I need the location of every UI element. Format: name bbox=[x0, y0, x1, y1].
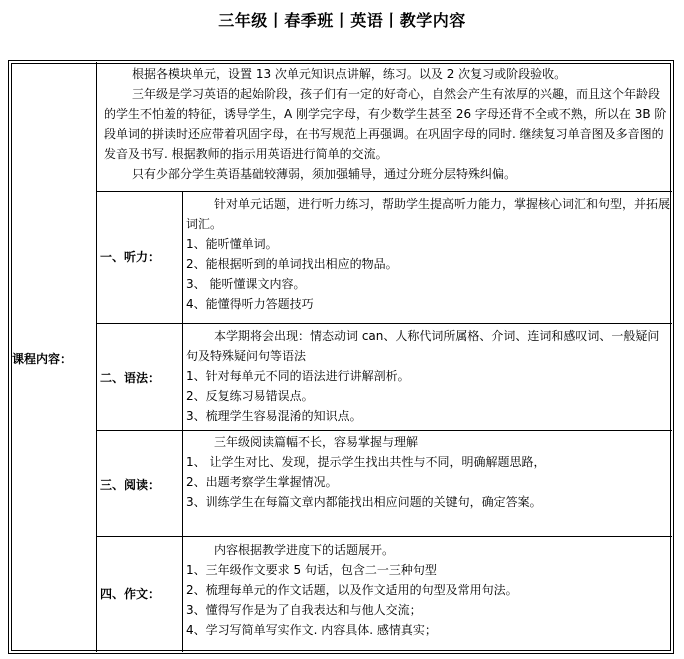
list-item: 3、训练学生在每篇文章内都能找出相应问题的关键句，确定答案。 bbox=[186, 495, 542, 509]
section-label-reading: 三、阅读： bbox=[100, 478, 161, 492]
intro-paragraph: 三年级是学习英语的起始阶段，孩子们有一定的好奇心，自然会产生有浓厚的兴趣，而且这个年龄段的学生不怕羞的特征，诱导学生，A 刚学完字母，有少数学生甚至 26 字母还背不全或不熟，所以在 3B 阶段单词的拼读时还应带着巩固字母，在书写规范上再强调。在巩固字母的同时. 继续复习单音图及多音图的发音及书写. 根据教师的指示用英语进行简单的交流。 bbox=[104, 87, 667, 161]
section-body-reading bbox=[186, 432, 670, 512]
section-label-writing: 四、作文： bbox=[100, 587, 161, 601]
list-item: 3、懂得写作是为了自我表达和与他人交流； bbox=[186, 603, 422, 617]
table-divider bbox=[96, 62, 97, 652]
course-content-label: 课程内容： bbox=[12, 352, 73, 366]
list-item: 2、出题考察学生掌握情况。 bbox=[186, 475, 338, 489]
list-item: 2、能根据听到的单词找出相应的物品。 bbox=[186, 257, 398, 271]
list-item: 1、针对每单元不同的语法进行讲解剖析。 bbox=[186, 369, 410, 383]
section-body-writing bbox=[186, 540, 670, 640]
list-item: 2、反复练习易错误点。 bbox=[186, 389, 314, 403]
section-lead: 三年级阅读篇幅不长，容易掌握与理解 bbox=[214, 435, 419, 449]
intro-paragraph: 只有少部分学生英语基础较薄弱，须加强辅导，通过分班分层特殊纠偏。 bbox=[132, 167, 517, 181]
table-divider bbox=[182, 191, 183, 652]
list-item: 4、学习写简单写实作文. 内容具体. 感情真实； bbox=[186, 623, 437, 637]
table-divider bbox=[96, 191, 672, 192]
intro-paragraph: 根据各模块单元，设置 13 次单元知识点讲解，练习。以及 2 次复习或阶段验收。 bbox=[132, 67, 567, 81]
section-lead: 内容根据教学进度下的话题展开。 bbox=[214, 543, 395, 557]
list-item: 2、梳理每单元的作文话题，以及作文适用的句型及常用句法。 bbox=[186, 583, 518, 597]
table-divider bbox=[96, 430, 672, 431]
section-lead: 本学期将会出现：情态动词 can、人称代词所属格、介词、连词和感叹词、一般疑问句及特殊疑问句等语法 bbox=[186, 329, 660, 363]
section-lead: 针对单元话题，进行听力练习，帮助学生提高听力能力，掌握核心词汇和句型，并拓展词汇。 bbox=[186, 197, 671, 231]
section-label-listening: 一、听力： bbox=[100, 250, 161, 264]
section-label-grammar: 二、语法： bbox=[100, 371, 161, 385]
list-item: 4、能懂得听力答题技巧 bbox=[186, 297, 314, 311]
list-item: 1、 让学生对比、发现，提示学生找出共性与不同，明确解题思路， bbox=[186, 455, 546, 469]
list-item: 3、 能听懂课文内容。 bbox=[186, 277, 306, 291]
list-item: 1、三年级作文要求 5 句话，包含二一三种句型 bbox=[186, 563, 437, 577]
table-divider bbox=[96, 323, 672, 324]
intro-text bbox=[104, 64, 670, 184]
list-item: 3、梳理学生容易混淆的知识点。 bbox=[186, 409, 362, 423]
section-body-grammar bbox=[186, 326, 670, 426]
list-item: 1、能听懂单词。 bbox=[186, 237, 278, 251]
page-title: 三年级丨春季班丨英语丨教学内容 bbox=[218, 11, 466, 30]
table-divider bbox=[96, 536, 672, 537]
section-body-listening bbox=[186, 194, 670, 314]
